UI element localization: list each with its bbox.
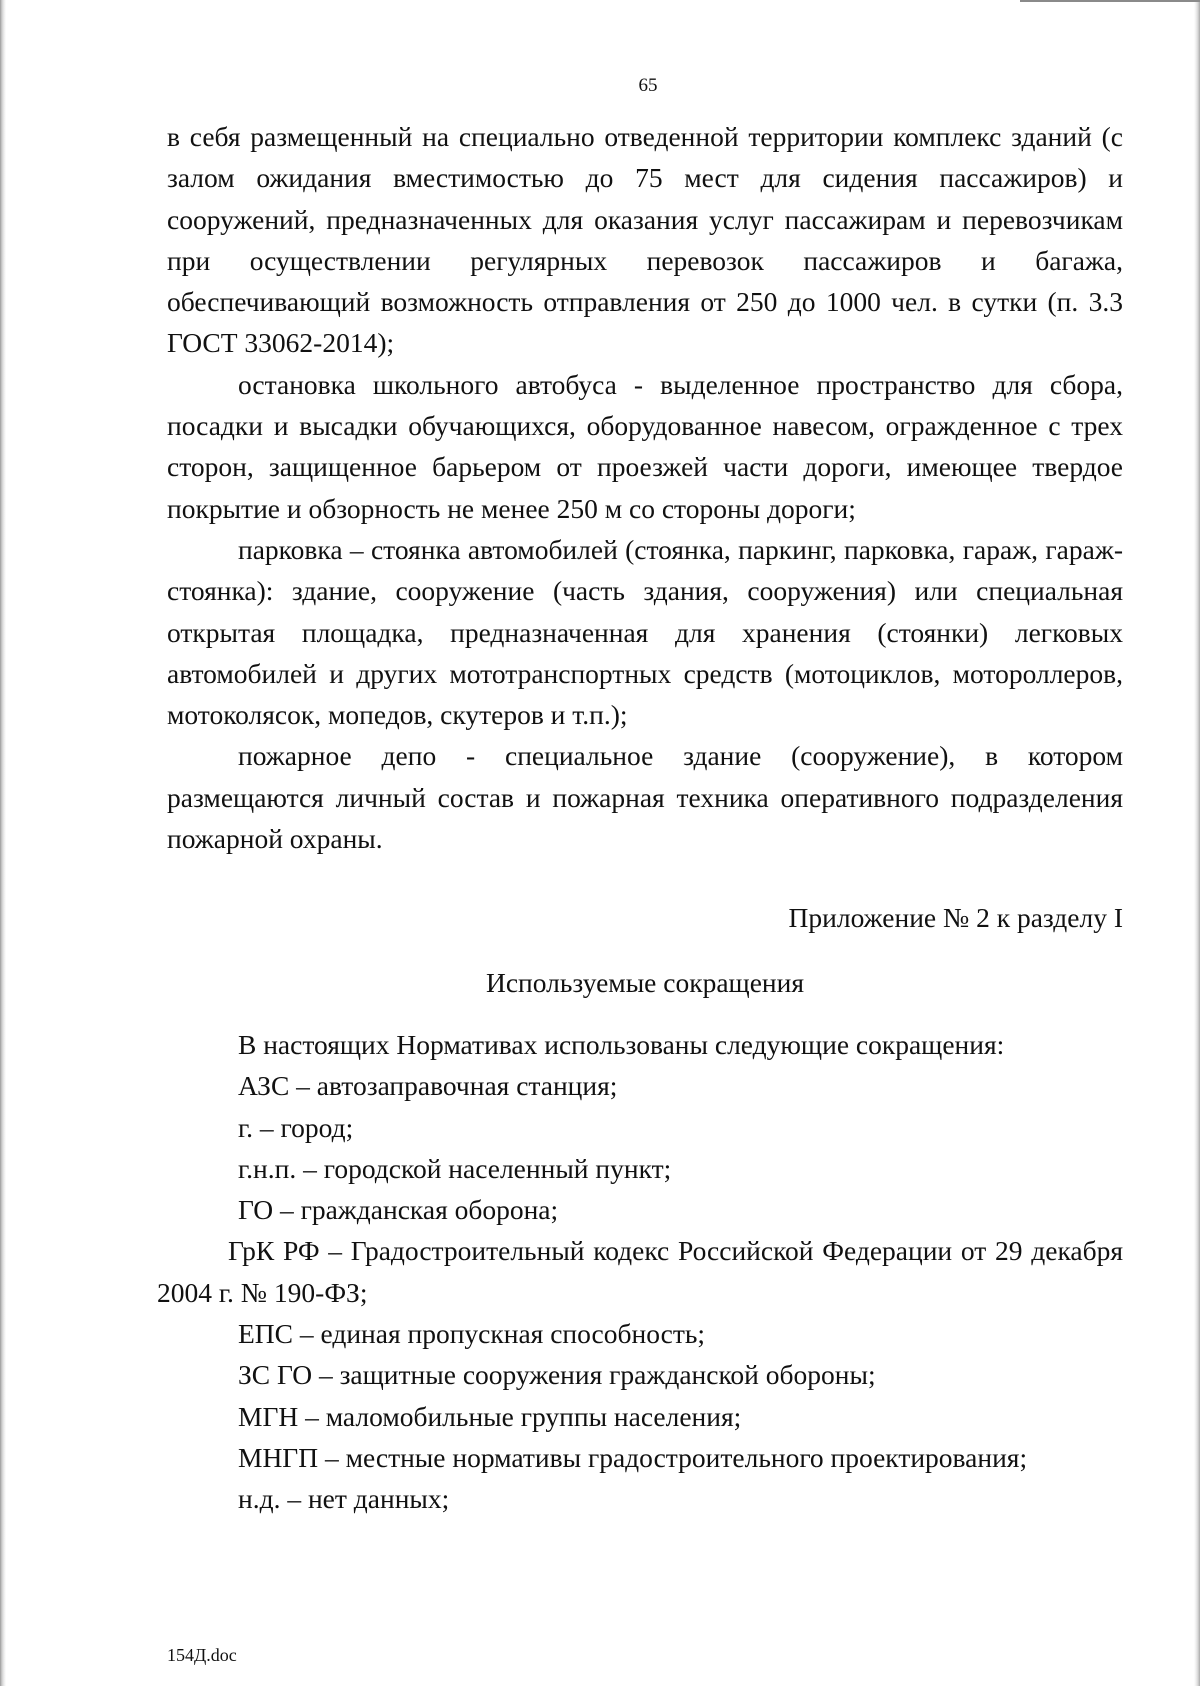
abbreviation-item: г. – город; [238,1111,354,1143]
abbreviation-item: ГрК РФ – Градостроительный кодекс Российской Федерации от 29 декабря 2004 г. № 190-ФЗ; [157,1235,1123,1308]
page-number: 65 [638,75,658,96]
abbreviation-item: МНГП – местные нормативы градостроительного проектирования; [238,1441,1028,1473]
scan-edge-top [1020,0,1200,2]
footer-filename: 154Д.doc [167,1645,237,1665]
abbreviation-item: АЗС – автозаправочная станция; [238,1070,618,1102]
abbreviation-item: ЕПС – единая пропускная способность; [238,1318,706,1350]
scan-edge-right [1194,0,1200,1686]
paragraph-school-bus-stop: остановка школьного автобуса - выделенное пространство для сбора, посадки и высадки обучающихся, оборудованное навесом, огражденное с трех сторон, защищенное барьером от проезжей части дороги, имеющее твердое покрытие и обзорность не менее 250 м со стороны дороги; [167,368,1123,524]
abbreviation-item: МГН – маломобильные группы населения; [238,1400,742,1432]
abbreviation-item: г.н.п. – городской населенный пункт; [238,1152,672,1184]
document-body [157,116,1123,1520]
paragraph-fire-depot: пожарное депо - специальное здание (сооружение), в котором размещаются личный состав и пожарная техника оперативного подразделения пожарной охраны. [167,740,1123,855]
abbreviation-item: ГО – гражданская оборона; [238,1194,559,1226]
abbreviation-item: ЗС ГО – защитные сооружения гражданской обороны; [238,1359,876,1391]
appendix-title: Используемые сокращения [485,966,804,998]
paragraph-bus-station-continued: в себя размещенный на специально отведенной территории комплекс зданий (с залом ожидания вместимостью до 75 мест для сидения пассажиров) и сооружений, предназначенных для оказания услуг пассажирам и перевозчикам при осуществлении регулярных перевозок пассажиров и багажа, обеспечивающий возможность отправления от 250 до 1000 чел. в сутки (п. 3.3 ГОСТ 33062-2014); [167,121,1123,359]
abbreviations-intro: В настоящих Нормативах использованы следующие сокращения: [238,1028,1005,1060]
scan-edge-left [0,0,6,1686]
paragraph-parking: парковка – стоянка автомобилей (стоянка, паркинг, парковка, гараж, гараж-стоянка): здание, сооружение (часть здания, сооружения) или специальная открытая площадка, предназначенная для хранения (стоянки) легковых автомобилей и других мототранспортных средств (мотоциклов, мотороллеров, мотоколясок, мопедов, скутеров и т.п.); [167,533,1123,731]
abbreviation-item: н.д. – нет данных; [238,1483,450,1515]
appendix-label: Приложение № 2 к разделу I [788,902,1123,934]
